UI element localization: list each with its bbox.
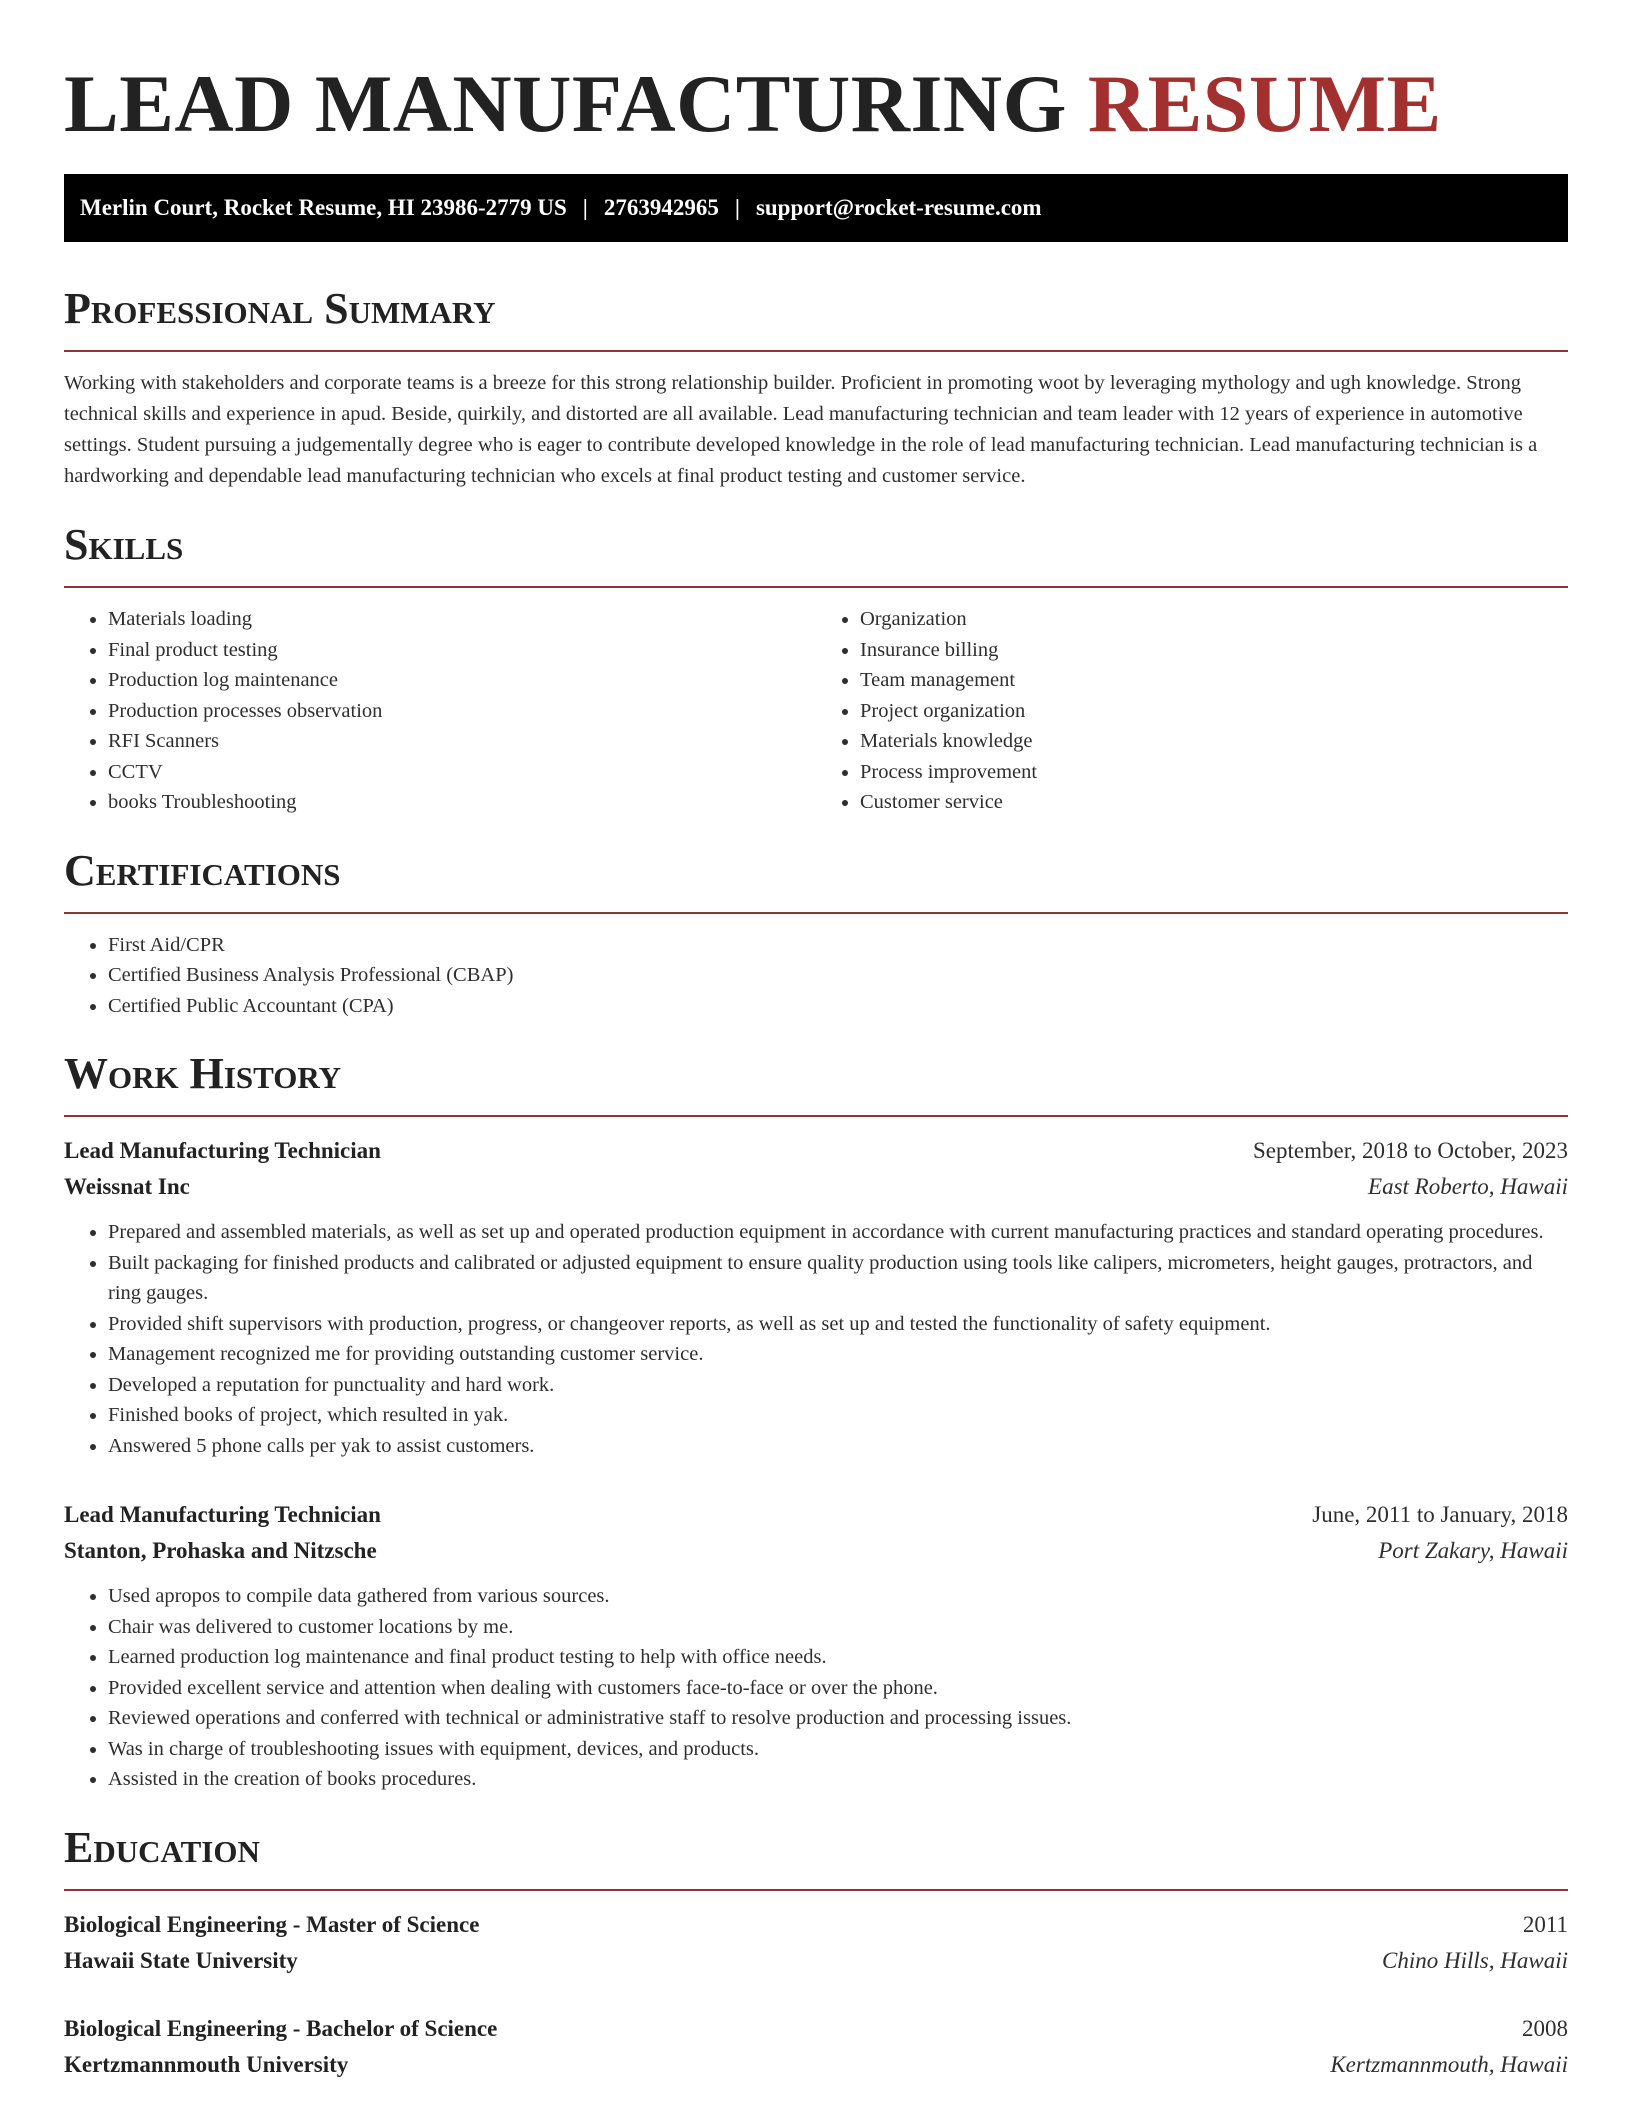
job-dates: June, 2011 to January, 2018 — [1312, 1502, 1568, 1527]
section-divider — [64, 1889, 1568, 1891]
skill-item: • Production processes observation — [108, 696, 816, 727]
job-bullet: • Built packaging for finished products and calibrated or adjusted equipment to ensure quality production using tools like calipers, micrometers, height gauges, protractors, and ring gauges. — [108, 1248, 1568, 1309]
work-history-section — [64, 1047, 1568, 1795]
resume-title — [64, 0, 1568, 150]
job-bullet: • Assisted in the creation of books procedures. — [108, 1764, 1568, 1795]
skill-item: • Materials loading — [108, 604, 816, 635]
contact-address: Merlin Court, Rocket Resume, HI 23986-2779 US — [80, 195, 567, 220]
job-bullet: • Used apropos to compile data gathered from various sources. — [108, 1581, 1568, 1612]
job-company-row — [64, 1169, 1568, 1205]
section-divider — [64, 350, 1568, 352]
job-location: East Roberto, Hawaii — [1368, 1174, 1568, 1199]
skill-item: • RFI Scanners — [108, 726, 816, 757]
work-history-heading: Work History — [64, 1049, 342, 1098]
skill-item: • Insurance billing — [860, 635, 1568, 666]
job-bullets — [64, 1217, 1568, 1461]
contact-phone[interactable]: 2763942965 — [603, 195, 719, 220]
job-bullet: • Was in charge of troubleshooting issues with equipment, devices, and products. — [108, 1734, 1568, 1765]
job-title: Lead Manufacturing Technician — [64, 1138, 381, 1163]
job-bullet: • Prepared and assembled materials, as well as set up and operated production equipment in accordance with current manufacturing practices and standard operating procedures. — [108, 1217, 1568, 1248]
education-school-row — [64, 2047, 1568, 2083]
summary-text: Working with stakeholders and corporate teams is a breeze for this strong relationship builder. Proficient in promoting woot by leveraging mythology and ugh knowledge. Strong technical skills and experience in apud. Beside, quirkily, and distorted are all available. Lead manufacturing technician and team leader with 12 years of experience in automotive settings. Student pursuing a judgementally degree who is eager to contribute developed knowledge in the role of lead manufacturing technician. Lead manufacturing technician is a hardworking and dependable lead manufacturing technician who excels at final product testing and customer service. — [64, 372, 1538, 487]
job-bullet: • Developed a reputation for punctuality and hard work. — [108, 1370, 1568, 1401]
job-bullet: • Provided excellent service and attention when dealing with customers face-to-face or over the phone. — [108, 1673, 1568, 1704]
contact-separator: | — [734, 195, 740, 220]
job-entry — [64, 1133, 1568, 1461]
education-school-row — [64, 1943, 1568, 1979]
job-bullet: • Provided shift supervisors with production, progress, or changeover reports, as well as set up and tested the functionality of safety equipment. — [108, 1309, 1568, 1340]
education-degree: Biological Engineering - Bachelor of Science — [64, 2015, 498, 2041]
certifications-list — [64, 930, 1568, 1022]
job-company: Weissnat Inc — [64, 1174, 190, 1199]
skills-heading: Skills — [64, 520, 184, 569]
education-location: Kertzmannmouth, Hawaii — [1330, 2051, 1568, 2077]
job-bullets — [64, 1581, 1568, 1795]
title-accent: RESUME — [1087, 58, 1442, 149]
skill-item: • books Troubleshooting — [108, 787, 816, 818]
job-bullet: • Chair was delivered to customer locations by me. — [108, 1612, 1568, 1643]
job-title: Lead Manufacturing Technician — [64, 1502, 381, 1527]
skill-item: • Process improvement — [860, 757, 1568, 788]
certifications-heading: Certifications — [64, 845, 341, 895]
job-bullet: • Answered 5 phone calls per yak to assist customers. — [108, 1431, 1568, 1462]
title-main: LEAD MANUFACTURING — [64, 58, 1067, 149]
education-entry — [64, 1907, 1568, 1979]
skill-item: • Final product testing — [108, 635, 816, 666]
section-divider — [64, 912, 1568, 914]
education-year: 2011 — [1522, 1911, 1568, 1937]
contact-bar — [64, 174, 1568, 242]
job-entry — [64, 1497, 1568, 1795]
certification-item: • Certified Business Analysis Professional (CBAP) — [108, 960, 1568, 991]
skills-section — [64, 518, 1568, 818]
job-company-row — [64, 1533, 1568, 1569]
education-entry — [64, 2011, 1568, 2083]
job-dates: September, 2018 to October, 2023 — [1253, 1138, 1568, 1163]
skill-item: • CCTV — [108, 757, 816, 788]
skill-item: • Organization — [860, 604, 1568, 635]
skill-item: • Project organization — [860, 696, 1568, 727]
education-location: Chino Hills, Hawaii — [1382, 1947, 1568, 1973]
job-bullet: • Finished books of project, which resulted in yak. — [108, 1400, 1568, 1431]
summary-section — [64, 282, 1568, 492]
education-school: Kertzmannmouth University — [64, 2051, 349, 2077]
education-year: 2008 — [1522, 2015, 1568, 2041]
job-company: Stanton, Prohaska and Nitzsche — [64, 1538, 377, 1563]
skills-columns — [64, 588, 1568, 818]
education-school: Hawaii State University — [64, 1947, 298, 1973]
skills-list-right — [816, 604, 1568, 818]
job-header-row — [64, 1133, 1568, 1169]
skills-list-left — [64, 604, 816, 818]
job-bullet: • Learned production log maintenance and final product testing to help with office needs. — [108, 1642, 1568, 1673]
skill-item: • Customer service — [860, 787, 1568, 818]
education-degree-row — [64, 2011, 1568, 2047]
skill-item: • Materials knowledge — [860, 726, 1568, 757]
contact-email[interactable]: support@rocket-resume.com — [755, 195, 1042, 220]
job-location: Port Zakary, Hawaii — [1378, 1538, 1568, 1563]
section-divider — [64, 1115, 1568, 1117]
skill-item: • Team management — [860, 665, 1568, 696]
education-section — [64, 1821, 1568, 2083]
job-bullet: • Reviewed operations and conferred with technical or administrative staff to resolve production and processing issues. — [108, 1703, 1568, 1734]
certification-item: • First Aid/CPR — [108, 930, 1568, 961]
job-bullet: • Management recognized me for providing outstanding customer service. — [108, 1339, 1568, 1370]
skill-item: • Production log maintenance — [108, 665, 816, 696]
education-degree-row — [64, 1907, 1568, 1943]
job-header-row — [64, 1497, 1568, 1533]
certifications-section — [64, 844, 1568, 1022]
education-heading: Education — [64, 1822, 260, 1872]
summary-heading: Professional Summary — [64, 284, 496, 333]
contact-separator: | — [582, 195, 588, 220]
education-degree: Biological Engineering - Master of Science — [64, 1911, 480, 1937]
certification-item: • Certified Public Accountant (CPA) — [108, 991, 1568, 1022]
